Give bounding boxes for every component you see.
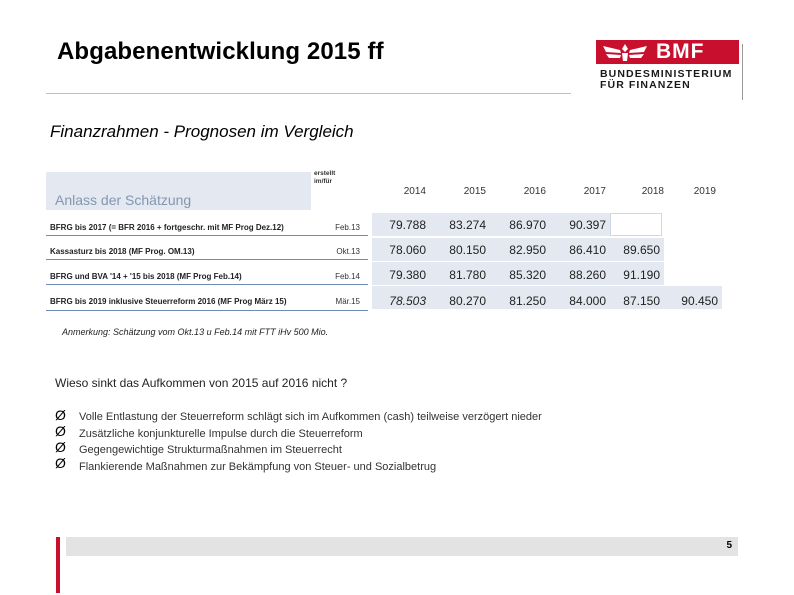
arrow-bullet-icon: Ø xyxy=(55,439,66,455)
table-cell: 79.380 xyxy=(389,268,426,282)
question-heading: Wieso sinkt das Aufkommen von 2015 auf 2016 nicht ? xyxy=(55,376,348,390)
table-cell: 91.190 xyxy=(623,268,660,282)
table-cell: 88.260 xyxy=(569,268,606,282)
erstellt-header xyxy=(314,170,335,186)
table-cell: 78.060 xyxy=(389,243,426,257)
table-cell: 80.270 xyxy=(449,294,486,308)
row-divider xyxy=(46,310,368,311)
table-cell: 81.780 xyxy=(449,268,486,282)
table-cell: 84.000 xyxy=(569,294,606,308)
erstellt-line-2: im/für xyxy=(314,178,333,185)
bullet-item: Zusätzliche konjunkturelle Impulse durch die Steuerreform xyxy=(79,428,363,440)
arrow-bullet-icon: Ø xyxy=(55,455,66,471)
table-cell: 89.650 xyxy=(623,243,660,257)
table-cell: 85.320 xyxy=(509,268,546,282)
table-cell: 87.150 xyxy=(623,294,660,308)
page-title: Abgabenentwicklung 2015 ff xyxy=(57,38,384,65)
logo-line-2: FÜR FINANZEN xyxy=(600,79,691,91)
year-header: 2017 xyxy=(583,186,606,197)
table-cell: 86.410 xyxy=(569,243,606,257)
table-cell: 90.450 xyxy=(681,294,718,308)
logo-brand: BMF xyxy=(656,40,705,63)
year-header: 2016 xyxy=(523,186,546,197)
logo-divider xyxy=(742,44,743,100)
table-cell: 82.950 xyxy=(509,243,546,257)
table-cell: 81.250 xyxy=(509,294,546,308)
year-header: 2019 xyxy=(693,186,716,197)
year-header: 2015 xyxy=(463,186,486,197)
row-label: Kassasturz bis 2018 (MF Prog. OM.13) xyxy=(50,247,195,256)
row-divider xyxy=(46,259,368,260)
logo-banner xyxy=(596,40,739,64)
bullet-item: Gegengewichtige Strukturmaßnahmen im Steuerrecht xyxy=(79,444,342,456)
erstellt-line-1: erstellt xyxy=(314,170,336,177)
section-subtitle: Finanzrahmen - Prognosen im Vergleich xyxy=(50,122,354,141)
row-divider xyxy=(46,235,368,236)
row-label: BFRG und BVA '14 + '15 bis 2018 (MF Prog Feb.14) xyxy=(50,272,242,281)
table-header-label: Anlass der Schätzung xyxy=(55,192,192,208)
row-label: BFRG bis 2019 inklusive Steuerreform 2016 (MF Prog März 15) xyxy=(50,297,287,306)
bmf-logo xyxy=(596,40,744,102)
page-number: 5 xyxy=(726,540,732,551)
table-cell: 90.397 xyxy=(569,218,606,232)
table-cell: 86.970 xyxy=(509,218,546,232)
table-cell: 79.788 xyxy=(389,218,426,232)
table-cell: 83.274 xyxy=(449,218,486,232)
empty-cell xyxy=(610,213,662,236)
arrow-bullet-icon: Ø xyxy=(55,423,66,439)
row-divider xyxy=(46,284,368,285)
bullet-item: Flankierende Maßnahmen zur Bekämpfung von Steuer- und Sozialbetrug xyxy=(79,461,437,473)
eagle-icon xyxy=(600,41,650,63)
year-header: 2014 xyxy=(403,186,426,197)
footer-accent-bar xyxy=(56,537,60,593)
arrow-bullet-icon: Ø xyxy=(55,407,66,423)
row-date: Feb.14 xyxy=(335,272,360,281)
row-date: Okt.13 xyxy=(336,247,360,256)
year-header: 2018 xyxy=(641,186,664,197)
table-note: Anmerkung: Schätzung vom Okt.13 u Feb.14 mit FTT iHv 500 Mio. xyxy=(62,327,329,337)
row-date: Mär.15 xyxy=(335,297,360,306)
bullet-item: Volle Entlastung der Steuerreform schlägt sich im Aufkommen (cash) teilweise verzögert nieder xyxy=(79,411,542,423)
footer-bar xyxy=(66,537,738,556)
title-divider xyxy=(46,93,571,94)
table-cell: 80.150 xyxy=(449,243,486,257)
table-cell: 78.503 xyxy=(389,294,426,308)
row-date: Feb.13 xyxy=(335,223,360,232)
row-label: BFRG bis 2017 (= BFR 2016 + fortgeschr. mit MF Prog Dez.12) xyxy=(50,223,284,232)
logo-line-1: BUNDESMINISTERIUM xyxy=(600,68,733,80)
